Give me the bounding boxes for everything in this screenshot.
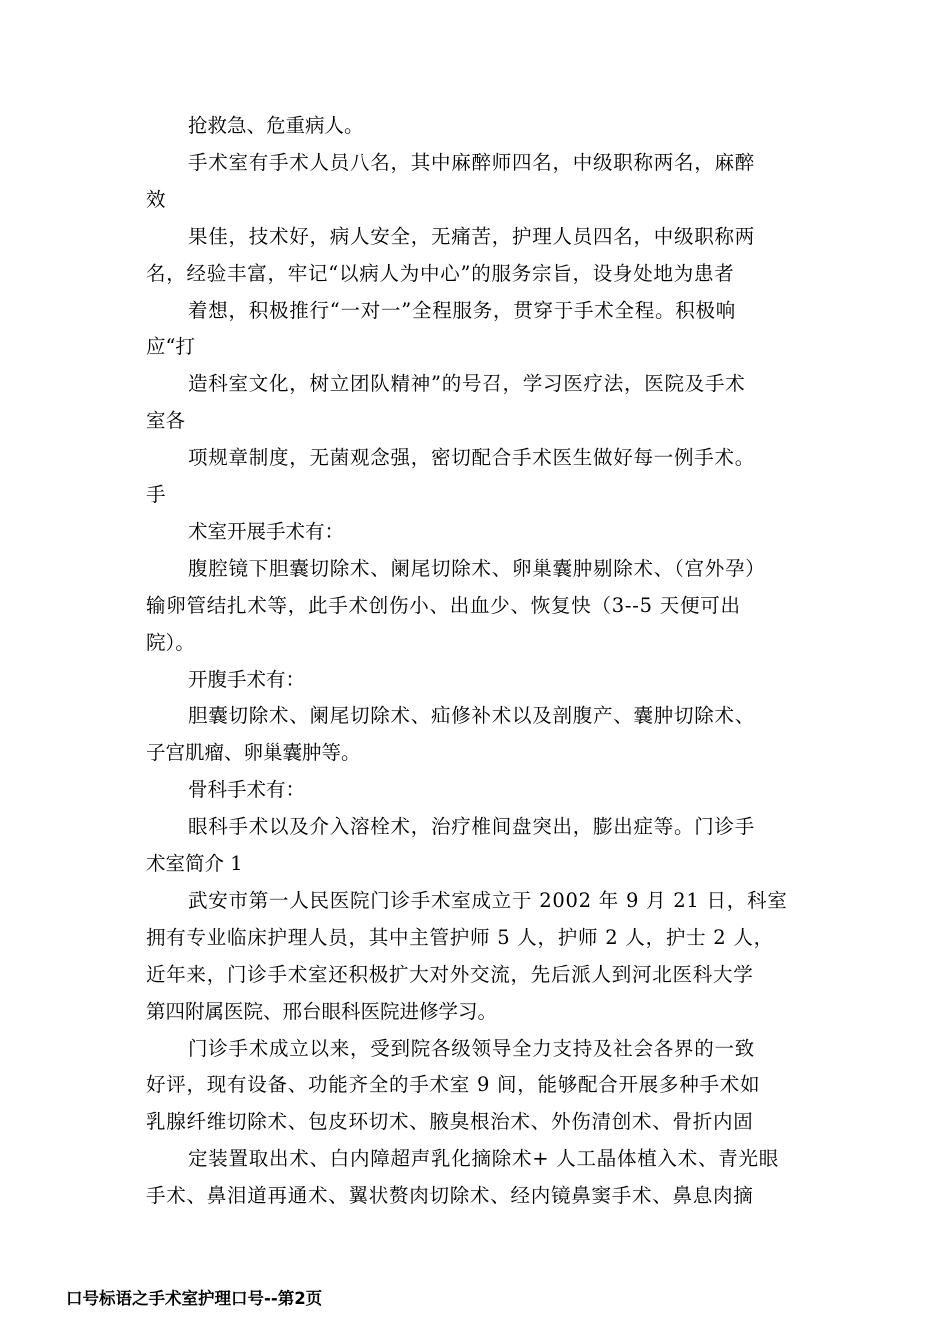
text-line: 术室简介 1 [146, 852, 243, 875]
text-line: 第四附属医院、邢台眼科医院进修学习。 [146, 999, 498, 1023]
text-line: 应“打 [146, 335, 195, 359]
text-line: 室各 [146, 409, 186, 433]
text-line: 手 [146, 483, 166, 506]
text-line: 胆囊切除术、阑尾切除术、疝修补术以及剖腹产、囊肿切除术、 [188, 704, 756, 728]
page-footer: 口号标语之手术室护理口号--第2页 [66, 1289, 323, 1308]
text-line: 院）。 [146, 630, 195, 654]
text-line: 门诊手术成立以来，受到院各级领导全力支持及社会各界的一致 [188, 1036, 756, 1060]
text-line: 项规章制度，无菌观念强，密切配合手术医生做好每一例手术。 [188, 446, 756, 470]
text-line: 好评，现有设备、功能齐全的手术室 9 间，能够配合开展多种手术如 [146, 1073, 761, 1097]
text-line: 造科室文化，树立团队精神”的号召，学习医疗法，医院及手术 [188, 372, 746, 396]
text-line: 武安市第一人民医院门诊手术室成立于 2002 年 9 月 21 日，科室 [188, 888, 788, 912]
text-line: 输卵管结扎术等，此手术创伤小、出血少、恢复快（3--5 天便可出 [146, 593, 741, 617]
text-line: 子宫肌瘤、卵巢囊肿等。 [146, 741, 361, 765]
text-line: 手术室有手术人员八名，其中麻醉师四名，中级职称两名，麻醉 [188, 150, 756, 174]
text-line: 术室开展手术有： [188, 519, 345, 543]
text-line: 腹腔镜下胆囊切除术、阑尾切除术、卵巢囊肿剔除术、（宫外孕） [188, 556, 766, 580]
text-line: 名，经验丰富，牢记“以病人为中心”的服务宗旨，设身处地为患者 [146, 261, 735, 285]
text-line: 抢救急、危重病人。 [188, 114, 364, 137]
text-line: 眼科手术以及介入溶栓术，治疗椎间盘突出，膨出症等。门诊手 [188, 815, 756, 839]
text-line: 骨科手术有： [188, 778, 306, 802]
text-line: 着想，积极推行“一对一”全程服务，贯穿于手术全程。积极响 [188, 298, 736, 322]
text-line: 效 [146, 187, 166, 211]
text-line: 果佳，技术好，病人安全，无痛苦，护理人员四名，中级职称两 [188, 224, 756, 248]
text-line: 手术、鼻泪道再通术、翼状赘肉切除术、经内镜鼻窦手术、鼻息肉摘 [146, 1184, 754, 1208]
text-line: 乳腺纤维切除术、包皮环切术、腋臭根治术、外伤清创术、骨折内固 [146, 1110, 754, 1134]
text-line: 拥有专业临床护理人员，其中主管护师 5 人，护师 2 人，护士 2 人， [146, 925, 774, 949]
text-line: 开腹手术有： [188, 667, 306, 691]
text-line: 定装置取出术、白内障超声乳化摘除术+ 人工晶体植入术、青光眼 [188, 1147, 780, 1171]
text-line: 近年来，门诊手术室还积极扩大对外交流，先后派人到河北医科大学 [146, 962, 754, 986]
